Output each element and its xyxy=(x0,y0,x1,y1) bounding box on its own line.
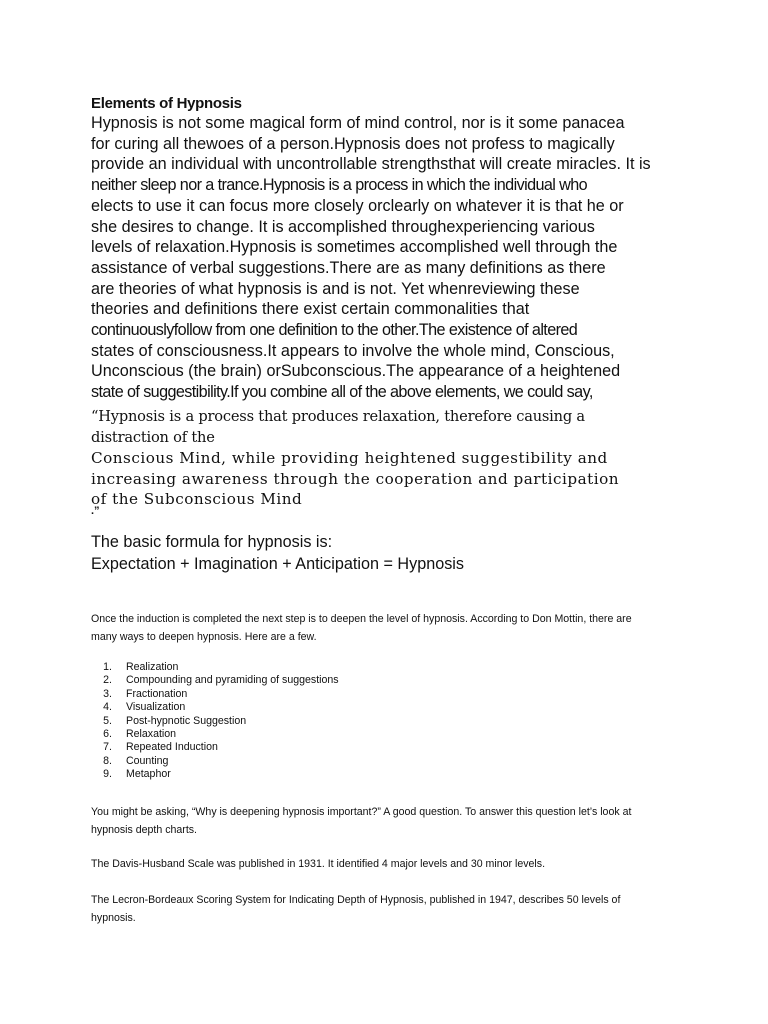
hypnosis-definition-quote xyxy=(91,407,711,510)
paragraph-line: theories and definitions there exist certain commonalities that xyxy=(91,300,530,319)
list-item: 9. Metaphor xyxy=(103,768,171,781)
paragraph-line: she desires to change. It is accomplished throughexperiencing various xyxy=(91,217,595,236)
list-item: 3. Fractionation xyxy=(103,687,188,700)
paragraph-line: state of suggestibility.If you combine all of the above elements, we could say, xyxy=(91,383,593,402)
davis-husband-paragraph xyxy=(91,856,701,874)
quote-line: increasing awareness through the cooperation and participation xyxy=(91,469,620,488)
lecron-bordeaux-paragraph xyxy=(91,892,701,927)
lecron-line: hypnosis. xyxy=(91,911,136,924)
induction-line: Once the induction is completed the next step is to deepen the level of hypnosis. According to Don Mottin, there are xyxy=(91,613,632,625)
list-item: 2. Compounding and pyramiding of suggestions xyxy=(103,674,339,687)
paragraph-line: levels of relaxation.Hypnosis is sometimes accomplished well through the xyxy=(91,238,618,257)
paragraph-line: elects to use it can focus more closely orclearly on whatever it is that he or xyxy=(91,196,624,215)
deepening-methods-list xyxy=(91,661,339,782)
list-item: 5. Post-hypnotic Suggestion xyxy=(103,714,247,727)
quote-end-mark: .” xyxy=(91,505,100,517)
quote-line: Conscious Mind, while providing heightened suggestibility and xyxy=(91,449,608,467)
induction-paragraph xyxy=(91,611,701,646)
list-item: 1. Realization xyxy=(103,661,179,673)
quote-line: “Hypnosis is a process that produces relaxation, therefore causing a xyxy=(91,408,585,425)
lecron-line: The Lecron-Bordeaux Scoring System for Indicating Depth of Hypnosis, published in 1947, describes 50 levels of xyxy=(91,894,621,906)
davis-line: The Davis-Husband Scale was published in 1931. It identified 4 major levels and 30 minor levels. xyxy=(91,858,546,870)
paragraph-line: continuouslyfollow from one definition to the other.The existence of altered xyxy=(91,321,578,340)
paragraph-line: for curing all thewoes of a person.Hypnosis does not profess to magically xyxy=(91,134,615,153)
paragraph-line: provide an individual with uncontrollable strengthsthat will create miracles. It is xyxy=(91,155,651,174)
why-line: You might be asking, “Why is deepening hypnosis important?” A good question. To answer this question let’s look at xyxy=(91,806,632,818)
document-heading: Elements of Hypnosis xyxy=(91,95,242,112)
list-item: 4. Visualization xyxy=(103,701,186,714)
list-item: 7. Repeated Induction xyxy=(103,741,218,754)
paragraph-line: are theories of what hypnosis is and is not. Yet whenreviewing these xyxy=(91,279,580,298)
paragraph-line: states of consciousness.It appears to involve the whole mind, Conscious, xyxy=(91,341,615,360)
induction-line: many ways to deepen hypnosis. Here are a few. xyxy=(91,630,317,643)
formula-block xyxy=(91,531,464,575)
formula-intro: The basic formula for hypnosis is: xyxy=(91,533,333,551)
list-item: 6. Relaxation xyxy=(103,728,177,741)
paragraph-line: assistance of verbal suggestions.There are as many definitions as there xyxy=(91,258,606,277)
hypnosis-formula: Expectation + Imagination + Anticipation = Hypnosis xyxy=(91,555,464,573)
why-paragraph xyxy=(91,804,701,839)
why-line: hypnosis depth charts. xyxy=(91,823,197,836)
intro-paragraph xyxy=(91,113,691,403)
paragraph-line: Hypnosis is not some magical form of mind control, nor is it some panacea xyxy=(91,114,625,132)
paragraph-line: Unconscious (the brain) orSubconscious.The appearance of a heightened xyxy=(91,362,621,381)
quote-line: distraction of the xyxy=(91,428,215,446)
list-item: 8. Counting xyxy=(103,754,169,767)
quote-line: of the Subconscious Mind xyxy=(91,490,303,508)
paragraph-line: neither sleep nor a trance.Hypnosis is a process in which the individual who xyxy=(91,176,588,195)
